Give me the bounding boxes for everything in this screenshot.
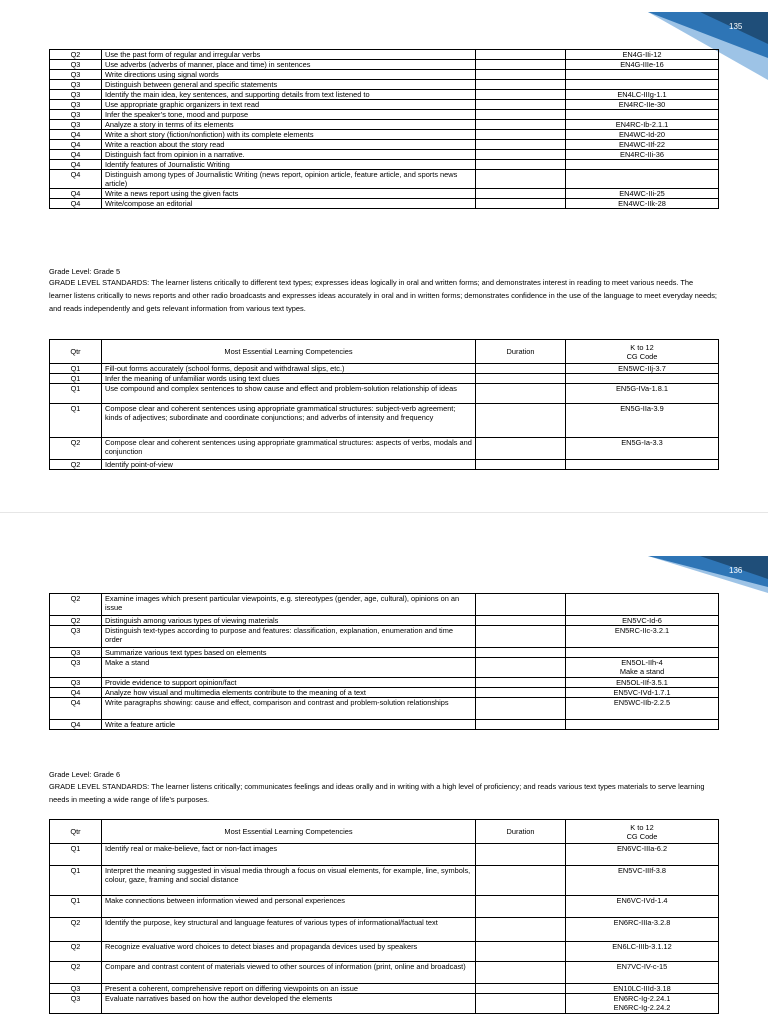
table-row (50, 648, 719, 658)
duration-cell (476, 140, 566, 150)
competency-cell: Provide evidence to support opinion/fact (102, 678, 476, 688)
table-row (50, 90, 719, 100)
quarter-cell: Q3 (50, 60, 102, 70)
duration-cell (476, 170, 566, 189)
competency-cell: Interpret the meaning suggested in visual media through a focus on visual elements, for example, line, symbols, colour, gaze, framing and social distance (102, 866, 476, 896)
duration-cell (476, 918, 566, 942)
duration-cell (476, 688, 566, 698)
header-code (566, 340, 719, 364)
duration-cell (476, 70, 566, 80)
duration-cell (476, 962, 566, 984)
cg-code-line2: Make a stand (619, 667, 665, 676)
cg-code-cell (566, 160, 719, 170)
cg-code-cell (566, 460, 719, 470)
competency-cell: Write a reaction about the story read (102, 140, 476, 150)
table-row (50, 866, 719, 896)
quarter-cell: Q1 (50, 896, 102, 918)
competency-cell: Make connections between information viewed and personal experiences (102, 896, 476, 918)
cg-code-cell (566, 594, 719, 616)
cg-code-cell: EN4G-IIi-12 (566, 50, 719, 60)
header-competencies: Most Essential Learning Competencies (102, 820, 476, 844)
grade-level-label: Grade Level: Grade 6 (49, 770, 121, 779)
duration-cell (476, 626, 566, 648)
header-code-line2: CG Code (626, 351, 658, 361)
table-row (50, 844, 719, 866)
table-row (50, 594, 719, 616)
quarter-cell: Q2 (50, 50, 102, 60)
competency-cell: Present a coherent, comprehensive report on differing viewpoints on an issue (102, 984, 476, 994)
cg-code-cell (566, 80, 719, 90)
table-row (50, 110, 719, 120)
competency-cell: Examine images which present particular viewpoints, e.g. stereotypes (gender, age, cultural), opinions on an issue (102, 594, 476, 616)
table-row (50, 688, 719, 698)
header-duration: Duration (476, 820, 566, 844)
quarter-cell: Q2 (50, 460, 102, 470)
table-row (50, 100, 719, 110)
cg-code-cell (566, 648, 719, 658)
duration-cell (476, 404, 566, 438)
duration-cell (476, 896, 566, 918)
duration-cell (476, 50, 566, 60)
quarter-cell: Q1 (50, 844, 102, 866)
quarter-cell: Q3 (50, 648, 102, 658)
competency-cell: Identify point-of-view (102, 460, 476, 470)
cg-code-line1: EN6RC-Ig-2.24.1 (613, 994, 671, 1003)
duration-cell (476, 720, 566, 730)
duration-cell (476, 110, 566, 120)
header-code-line1: K to 12 (630, 342, 654, 352)
competency-cell: Identify the purpose, key structural and language features of various types of informational/factual text (102, 918, 476, 942)
duration-cell (476, 594, 566, 616)
duration-cell (476, 698, 566, 720)
grade-level-standards: GRADE LEVEL STANDARDS: The learner listens critically; communicates feelings and ideas orally and in writing with a high level of proficiency; and reads various text types materials to serve learning needs in meeting a wide range of life’s purposes. (49, 782, 705, 804)
table-row (50, 962, 719, 984)
table-body (50, 364, 719, 470)
header-duration: Duration (476, 340, 566, 364)
quarter-cell: Q1 (50, 364, 102, 374)
cg-code-cell (566, 658, 719, 678)
competency-cell: Infer the speaker’s tone, mood and purpose (102, 110, 476, 120)
cg-code-line2: EN6RC-Ig-2.24.2 (613, 1003, 671, 1012)
duration-cell (476, 60, 566, 70)
cg-code-cell: EN5G-IIa-3.9 (566, 404, 719, 438)
duration-cell (476, 90, 566, 100)
quarter-cell: Q2 (50, 918, 102, 942)
cg-code-cell: EN4WC-IIi-25 (566, 189, 719, 199)
cg-code-cell: EN5G-IVa-1.8.1 (566, 384, 719, 404)
table-row (50, 199, 719, 209)
cg-code-cell: EN6VC-IVd-1.4 (566, 896, 719, 918)
duration-cell (476, 658, 566, 678)
competency-cell: Write paragraphs showing: cause and effect, comparison and contrast and problem-solution relationships (102, 698, 476, 720)
cg-code-cell: EN4RC-Ib-2.1.1 (566, 120, 719, 130)
quarter-cell: Q4 (50, 698, 102, 720)
table-body (50, 844, 719, 1014)
quarter-cell: Q1 (50, 384, 102, 404)
table-row (50, 189, 719, 199)
table-row (50, 626, 719, 648)
duration-cell (476, 130, 566, 140)
header-qtr: Qtr (50, 340, 102, 364)
cg-code-cell: EN4G-IIIe-16 (566, 60, 719, 70)
cg-code-cell: EN5VC-Id-6 (566, 616, 719, 626)
competency-cell: Use appropriate graphic organizers in text read (102, 100, 476, 110)
quarter-cell: Q4 (50, 130, 102, 140)
table-row (50, 170, 719, 189)
duration-cell (476, 80, 566, 90)
quarter-cell: Q4 (50, 150, 102, 160)
table-header-row (50, 820, 719, 844)
header-qtr: Qtr (50, 820, 102, 844)
competency-cell: Distinguish among various types of viewing materials (102, 616, 476, 626)
duration-cell (476, 364, 566, 374)
competencies-table-grade5 (49, 339, 719, 470)
table-row (50, 460, 719, 470)
competency-cell: Write/compose an editorial (102, 199, 476, 209)
duration-cell (476, 460, 566, 470)
duration-cell (476, 678, 566, 688)
table-row (50, 994, 719, 1014)
cg-code-cell: EN10LC-IIId-3.18 (566, 984, 719, 994)
quarter-cell: Q3 (50, 994, 102, 1014)
table-row (50, 130, 719, 140)
quarter-cell: Q4 (50, 199, 102, 209)
duration-cell (476, 199, 566, 209)
table-row (50, 658, 719, 678)
page-number: 135 (729, 22, 743, 31)
duration-cell (476, 648, 566, 658)
cg-code-cell (566, 170, 719, 189)
cg-code-cell: EN5VC-IIIf-3.8 (566, 866, 719, 896)
cg-code-cell: EN5G-Ia-3.3 (566, 438, 719, 460)
cg-code-cell: EN4RC-IIi-36 (566, 150, 719, 160)
table-body (50, 594, 719, 730)
quarter-cell: Q1 (50, 404, 102, 438)
table-row (50, 140, 719, 150)
table-row (50, 404, 719, 438)
quarter-cell: Q1 (50, 374, 102, 384)
cg-code-cell (566, 994, 719, 1014)
competency-cell: Evaluate narratives based on how the author developed the elements (102, 994, 476, 1014)
competency-cell: Compose clear and coherent sentences using appropriate grammatical structures: aspects of verbs, modals and conjunction (102, 438, 476, 460)
competency-cell: Distinguish between general and specific statements (102, 80, 476, 90)
competency-cell: Use compound and complex sentences to show cause and effect and problem-solution relationship of ideas (102, 384, 476, 404)
competency-cell: Distinguish text-types according to purpose and features: classification, explanation, enumeration and time order (102, 626, 476, 648)
quarter-cell: Q4 (50, 160, 102, 170)
grade-level-standards: GRADE LEVEL STANDARDS: The learner listens critically to different text types; expresses ideas logically in oral and written forms; and demonstrates interest in reading to meet various needs. The learner listens critically to news reports and other radio broadcasts and expresses ideas accurately in oral and in written forms; demonstrates confidence in the use of the language to meet everyday needs; and reads independently and gets relevant information from various text types. (49, 278, 717, 313)
duration-cell (476, 438, 566, 460)
duration-cell (476, 100, 566, 110)
competency-cell: Identify features of Journalistic Writing (102, 160, 476, 170)
cg-code-cell: EN5RC-IIc-3.2.1 (566, 626, 719, 648)
table-row (50, 438, 719, 460)
cg-code-cell (566, 374, 719, 384)
competency-cell: Write a short story (fiction/nonfiction) with its complete elements (102, 130, 476, 140)
grade-level-label: Grade Level: Grade 5 (49, 267, 121, 276)
competency-cell: Distinguish fact from opinion in a narrative. (102, 150, 476, 160)
cg-code-cell: EN6VC-IIIa-6.2 (566, 844, 719, 866)
cg-code-cell: EN4LC-IIIg-1.1 (566, 90, 719, 100)
competency-cell: Identify the main idea, key sentences, and supporting details from text listened to (102, 90, 476, 100)
quarter-cell: Q2 (50, 942, 102, 962)
competency-cell: Write a news report using the given facts (102, 189, 476, 199)
competency-cell: Use adverbs (adverbs of manner, place and time) in sentences (102, 60, 476, 70)
cg-code-cell: EN6LC-IIIb-3.1.12 (566, 942, 719, 962)
table-row (50, 616, 719, 626)
table-row (50, 60, 719, 70)
competency-cell: Analyze a story in terms of its elements (102, 120, 476, 130)
cg-code-cell: EN5VC-IVd-1.7.1 (566, 688, 719, 698)
duration-cell (476, 150, 566, 160)
table-row (50, 918, 719, 942)
table-row (50, 698, 719, 720)
table-row (50, 150, 719, 160)
quarter-cell: Q1 (50, 866, 102, 896)
quarter-cell: Q2 (50, 438, 102, 460)
quarter-cell: Q3 (50, 80, 102, 90)
duration-cell (476, 189, 566, 199)
table-row (50, 120, 719, 130)
corner-decoration (0, 513, 768, 593)
page-136 (0, 512, 768, 1025)
cg-code-line1: EN5OL-IIh-4 (621, 658, 663, 667)
duration-cell (476, 844, 566, 866)
quarter-cell: Q2 (50, 594, 102, 616)
page-number: 136 (729, 566, 743, 575)
cg-code-cell (566, 70, 719, 80)
cg-code-cell: EN5WC-IIb-2.2.5 (566, 698, 719, 720)
duration-cell (476, 994, 566, 1014)
quarter-cell: Q3 (50, 90, 102, 100)
quarter-cell: Q3 (50, 984, 102, 994)
header-code (566, 820, 719, 844)
competency-cell: Fill-out forms accurately (school forms, deposit and withdrawal slips, etc.) (102, 364, 476, 374)
quarter-cell: Q3 (50, 110, 102, 120)
page-135 (0, 0, 768, 512)
header-code-line2: CG Code (626, 831, 658, 841)
cg-code-cell: EN4WC-Id-20 (566, 130, 719, 140)
quarter-cell: Q3 (50, 658, 102, 678)
cg-code-cell: EN4WC-IIk-28 (566, 199, 719, 209)
competency-cell: Distinguish among types of Journalistic Writing (news report, opinion article, feature article, and sports news article) (102, 170, 476, 189)
duration-cell (476, 384, 566, 404)
header-code-line1: K to 12 (630, 822, 654, 832)
competency-cell: Analyze how visual and multimedia elements contribute to the meaning of a text (102, 688, 476, 698)
competency-cell: Make a stand (102, 658, 476, 678)
table-row (50, 984, 719, 994)
duration-cell (476, 120, 566, 130)
duration-cell (476, 160, 566, 170)
table-row (50, 70, 719, 80)
competency-cell: Use the past form of regular and irregular verbs (102, 50, 476, 60)
cg-code-cell: EN4WC-IIf-22 (566, 140, 719, 150)
table-row (50, 364, 719, 374)
competency-cell: Identify real or make-believe, fact or non-fact images (102, 844, 476, 866)
quarter-cell: Q3 (50, 120, 102, 130)
quarter-cell: Q3 (50, 100, 102, 110)
competencies-table-grade4 (49, 49, 719, 209)
table-row (50, 896, 719, 918)
duration-cell (476, 942, 566, 962)
cg-code-cell: EN7VC-IV-c-15 (566, 962, 719, 984)
cg-code-cell: EN5OL-IIf-3.5.1 (566, 678, 719, 688)
competency-cell: Infer the meaning of unfamiliar words using text clues (102, 374, 476, 384)
duration-cell (476, 616, 566, 626)
quarter-cell: Q3 (50, 678, 102, 688)
quarter-cell: Q4 (50, 189, 102, 199)
cg-code-cell: EN5WC-IIj-3.7 (566, 364, 719, 374)
table-row (50, 384, 719, 404)
table-row (50, 374, 719, 384)
quarter-cell: Q3 (50, 626, 102, 648)
cg-code-cell: EN4RC-IIe-30 (566, 100, 719, 110)
table-row (50, 678, 719, 688)
cg-code-cell (566, 110, 719, 120)
competency-cell: Compare and contrast content of materials viewed to other sources of information (print, online and broadcast) (102, 962, 476, 984)
quarter-cell: Q2 (50, 616, 102, 626)
competency-cell: Summarize various text types based on elements (102, 648, 476, 658)
duration-cell (476, 866, 566, 896)
table-row (50, 942, 719, 962)
quarter-cell: Q3 (50, 70, 102, 80)
cg-code-cell: EN6RC-IIIa-3.2.8 (566, 918, 719, 942)
competencies-table-grade6 (49, 819, 719, 1014)
table-row (50, 50, 719, 60)
table-row (50, 160, 719, 170)
table-row (50, 720, 719, 730)
competency-cell: Recognize evaluative word choices to detect biases and propaganda devices used by speakers (102, 942, 476, 962)
duration-cell (476, 374, 566, 384)
table-row (50, 80, 719, 90)
quarter-cell: Q4 (50, 688, 102, 698)
quarter-cell: Q4 (50, 170, 102, 189)
competency-cell: Write a feature article (102, 720, 476, 730)
quarter-cell: Q4 (50, 140, 102, 150)
competency-cell: Compose clear and coherent sentences using appropriate grammatical structures: subject-verb agreement; kinds of adjectives; subordinate and coordinate conjunctions; and adverbs of intensity and frequency (102, 404, 476, 438)
competency-cell: Write directions using signal words (102, 70, 476, 80)
table-body (50, 50, 719, 209)
table-header-row (50, 340, 719, 364)
quarter-cell: Q4 (50, 720, 102, 730)
duration-cell (476, 984, 566, 994)
header-competencies: Most Essential Learning Competencies (102, 340, 476, 364)
cg-code-cell (566, 720, 719, 730)
quarter-cell: Q2 (50, 962, 102, 984)
competencies-table-grade5-cont (49, 593, 719, 730)
